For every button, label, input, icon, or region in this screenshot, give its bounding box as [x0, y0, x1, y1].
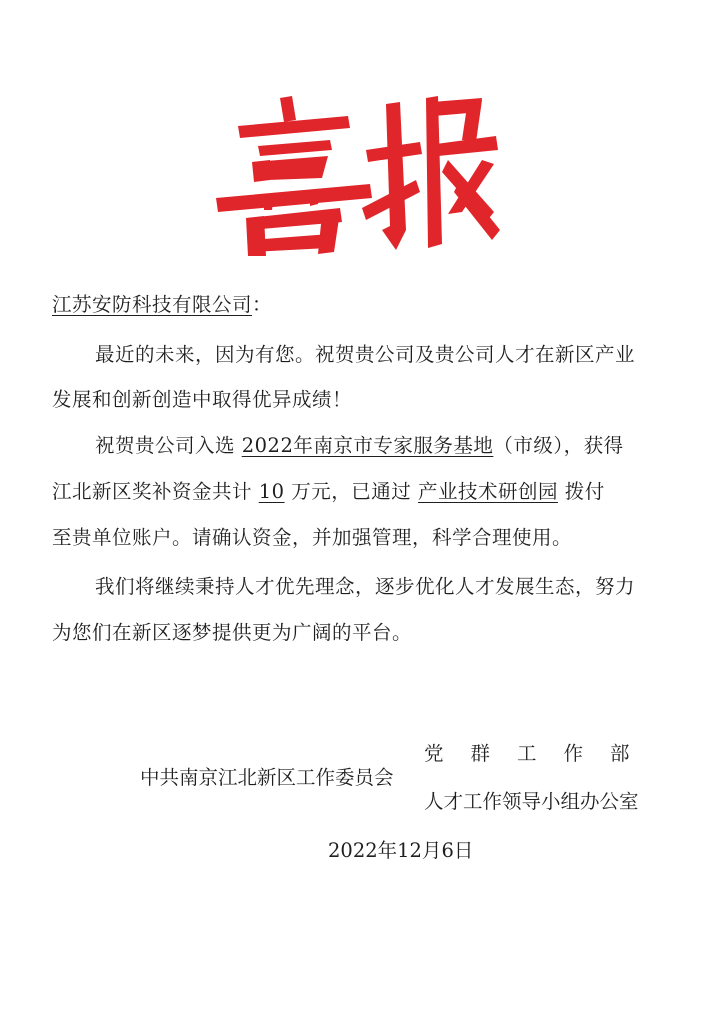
recipient-company: 江苏安防科技有限公司 [52, 293, 253, 316]
paragraph2-amount-prefix: 江北新区奖补资金共计 [52, 480, 253, 503]
paragraph2-level: （市级），获得 [493, 434, 624, 457]
paragraph3-line2: 为您们在新区逐梦提供更为广阔的平台。 [52, 621, 413, 644]
recipient-colon: ： [252, 293, 273, 316]
paragraph2-line3: 至贵单位账户。请确认资金，并加强管理，科学合理使用。 [52, 526, 573, 549]
paragraph1-line2: 发展和创新创造中取得优异成绩！ [52, 388, 353, 411]
signature-committee: 中共南京江北新区工作委员会 [140, 766, 394, 789]
paragraph2-channel: 产业技术研创园 [417, 480, 558, 503]
paragraph1-line1: 最近的未来，因为有您。祝贺贵公司及贵公司人才在新区产业 [95, 343, 636, 366]
paragraph2-line1 [95, 430, 624, 458]
paragraph2-line2 [52, 476, 605, 504]
paragraph2-amount: 10 [258, 480, 285, 503]
signature-office: 人才工作领导小组办公室 [424, 790, 639, 813]
paragraph2-program: 2022年南京市专家服务基地 [241, 434, 494, 457]
recipient-line [52, 289, 272, 317]
heading [210, 80, 510, 260]
paragraph2-prefix: 祝贺贵公司入选 [95, 434, 236, 457]
paragraph3-line1: 我们将继续秉持人才优先理念，逐步优化人才发展生态，努力 [95, 575, 636, 598]
heading-calligraphy [210, 80, 510, 260]
paragraph2-amount-mid: 万元，已通过 [291, 480, 412, 503]
paragraph2-amount-suffix: 拨付 [564, 480, 605, 503]
date: 2022年12月6日 [328, 839, 474, 862]
signature-department: 党群工作部 [424, 742, 657, 765]
